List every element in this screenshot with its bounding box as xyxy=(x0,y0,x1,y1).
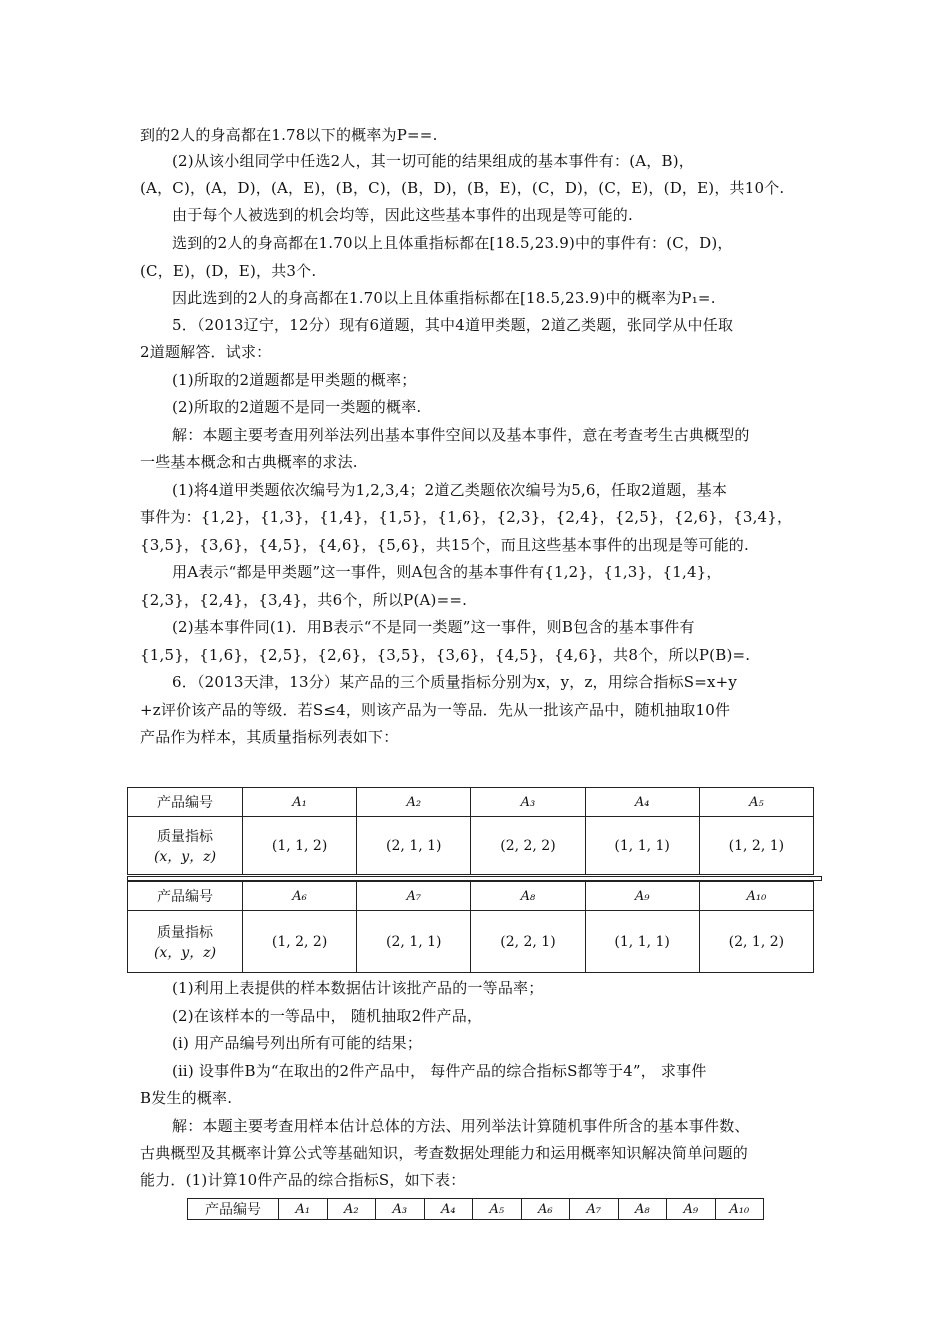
row-header-line: (x，y，z) xyxy=(153,848,217,865)
text-line: 古典概型及其概率计算公式等基础知识，考查数据处理能力和运用概率知识解决简单问题的 xyxy=(140,1144,749,1162)
row-header-line: (x，y，z) xyxy=(153,944,217,961)
table-header-cell xyxy=(128,817,243,875)
quality-value-cell: (2, 1, 1) xyxy=(357,817,471,875)
quality-value-cell: (2, 1, 1) xyxy=(357,911,471,973)
text-line: 能力．(1)计算10件产品的综合指标S，如下表： xyxy=(140,1171,466,1189)
quality-table-part-2 xyxy=(127,881,814,973)
product-id-cell: A₁₀ xyxy=(699,882,813,911)
text-line: (2)所取的2道题不是同一类题的概率. xyxy=(172,398,422,416)
product-id-cell: A₁ xyxy=(279,1199,328,1220)
table-header-cell: 产品编号 xyxy=(128,882,243,911)
product-id-cell: A₃ xyxy=(471,788,585,817)
product-id-cell: A₉ xyxy=(667,1199,716,1220)
quality-value-cell: (1, 2, 2) xyxy=(243,911,357,973)
row-header-line: 质量指标 xyxy=(157,924,213,941)
product-id-cell: A₇ xyxy=(357,882,471,911)
quality-value-cell: (1, 1, 1) xyxy=(585,817,699,875)
text-line: 解：本题主要考查用列举法列出基本事件空间以及基本事件，意在考查考生古典概型的 xyxy=(172,426,750,444)
table-header-cell xyxy=(128,911,243,973)
text-line: 到的2人的身高都在1.78以下的概率为P==. xyxy=(140,126,438,144)
text-line: 一些基本概念和古典概率的求法. xyxy=(140,453,358,471)
product-id-cell: A₆ xyxy=(243,882,357,911)
product-id-cell: A₅ xyxy=(699,788,813,817)
product-id-cell: A₂ xyxy=(357,788,471,817)
product-id-cell: A₇ xyxy=(570,1199,619,1220)
score-table xyxy=(187,1198,764,1220)
quality-value-cell: (1, 1, 2) xyxy=(243,817,357,875)
quality-value-cell: (1, 1, 1) xyxy=(585,911,699,973)
table-header-cell: 产品编号 xyxy=(188,1199,279,1220)
product-id-cell: A₈ xyxy=(471,882,585,911)
quality-table-part-1 xyxy=(127,787,814,875)
text-line: (2)在该样本的一等品中， 随机抽取2件产品， xyxy=(172,1007,483,1025)
text-line: (ⅰ) 用产品编号列出所有可能的结果； xyxy=(172,1034,423,1052)
quality-value-cell: (2, 2, 1) xyxy=(471,911,585,973)
product-id-cell: A₃ xyxy=(376,1199,425,1220)
text-line: (2)从该小组同学中任选2人，其一切可能的结果组成的基本事件有：(A，B)， xyxy=(172,152,694,170)
table-header-cell: 产品编号 xyxy=(128,788,243,817)
text-line: (1)将4道甲类题依次编号为1,2,3,4；2道乙类题依次编号为5,6，任取2道题，基本 xyxy=(172,481,728,499)
quality-value-cell: (2, 2, 2) xyxy=(471,817,585,875)
product-id-cell: A₁ xyxy=(243,788,357,817)
text-line: {3,5}，{3,6}，{4,5}，{4,6}，{5,6}，共15个，而且这些基本事件的出现是等可能的. xyxy=(140,536,749,554)
text-line: {2,3}，{2,4}，{3,4}，共6个，所以P(A)==. xyxy=(140,591,468,609)
product-id-cell: A₈ xyxy=(618,1199,667,1220)
text-line: 解：本题主要考查用样本估计总体的方法、用列举法计算随机事件所含的基本事件数、 xyxy=(172,1117,750,1135)
product-id-cell: A₄ xyxy=(424,1199,473,1220)
text-line: 用A表示“都是甲类题”这一事件，则A包含的基本事件有{1,2}，{1,3}，{1,4}， xyxy=(172,563,722,581)
product-id-cell: A₁₀ xyxy=(715,1199,764,1220)
text-line: (1)所取的2道题都是甲类题的概率； xyxy=(172,371,417,389)
text-line: (ⅱ) 设事件B为“在取出的2件产品中， 每件产品的综合指标S都等于4”， 求事件 xyxy=(172,1062,707,1080)
text-line: (2)基本事件同(1)．用B表示“不是同一类题”这一事件，则B包含的基本事件有 xyxy=(172,618,695,636)
product-id-cell: A₂ xyxy=(327,1199,376,1220)
problem-5-title: 5．（2013辽宁，12分）现有6道题，其中4道甲类题，2道乙类题，张同学从中任取 xyxy=(172,316,734,334)
text-line: (A，C)，(A，D)，(A，E)，(B，C)，(B，D)，(B，E)，(C，D)，(C，E)，(D，E)，共10个. xyxy=(140,179,785,197)
text-line: 2道题解答．试求： xyxy=(140,343,272,361)
row-header-line: 质量指标 xyxy=(157,828,213,845)
text-line: 因此选到的2人的身高都在1.70以上且体重指标都在[18.5,23.9)中的概率为P₁=. xyxy=(172,289,716,307)
text-line: 选到的2人的身高都在1.70以上且体重指标都在[18.5,23.9)中的事件有：(C，D)， xyxy=(172,234,733,252)
text-line: {1,5}，{1,6}，{2,5}，{2,6}，{3,5}，{3,6}，{4,5}，{4,6}，共8个，所以P(B)=. xyxy=(140,646,751,664)
problem-6-title: 6．（2013天津，13分）某产品的三个质量指标分别为x，y，z，用综合指标S=x+y xyxy=(172,673,738,691)
product-id-cell: A₄ xyxy=(585,788,699,817)
quality-value-cell: (1, 2, 1) xyxy=(699,817,813,875)
text-line: (1)利用上表提供的样本数据估计该批产品的一等品率； xyxy=(172,979,544,997)
text-line: B发生的概率. xyxy=(140,1089,233,1107)
product-id-cell: A₉ xyxy=(585,882,699,911)
quality-value-cell: (2, 1, 2) xyxy=(699,911,813,973)
text-line: 产品作为样本，其质量指标列表如下： xyxy=(140,728,399,746)
text-line: 由于每个人被选到的机会均等，因此这些基本事件的出现是等可能的. xyxy=(172,206,633,224)
text-line: (C，E)，(D，E)，共3个. xyxy=(140,262,317,280)
text-line: +z评价该产品的等级．若S≤4，则该产品为一等品．先从一批该产品中，随机抽取10件 xyxy=(140,701,731,719)
product-id-cell: A₅ xyxy=(473,1199,522,1220)
text-line: 事件为：{1,2}，{1,3}，{1,4}，{1,5}，{1,6}，{2,3}，{2,4}，{2,5}，{2,6}，{3,4}， xyxy=(140,508,793,526)
product-id-cell: A₆ xyxy=(521,1199,570,1220)
